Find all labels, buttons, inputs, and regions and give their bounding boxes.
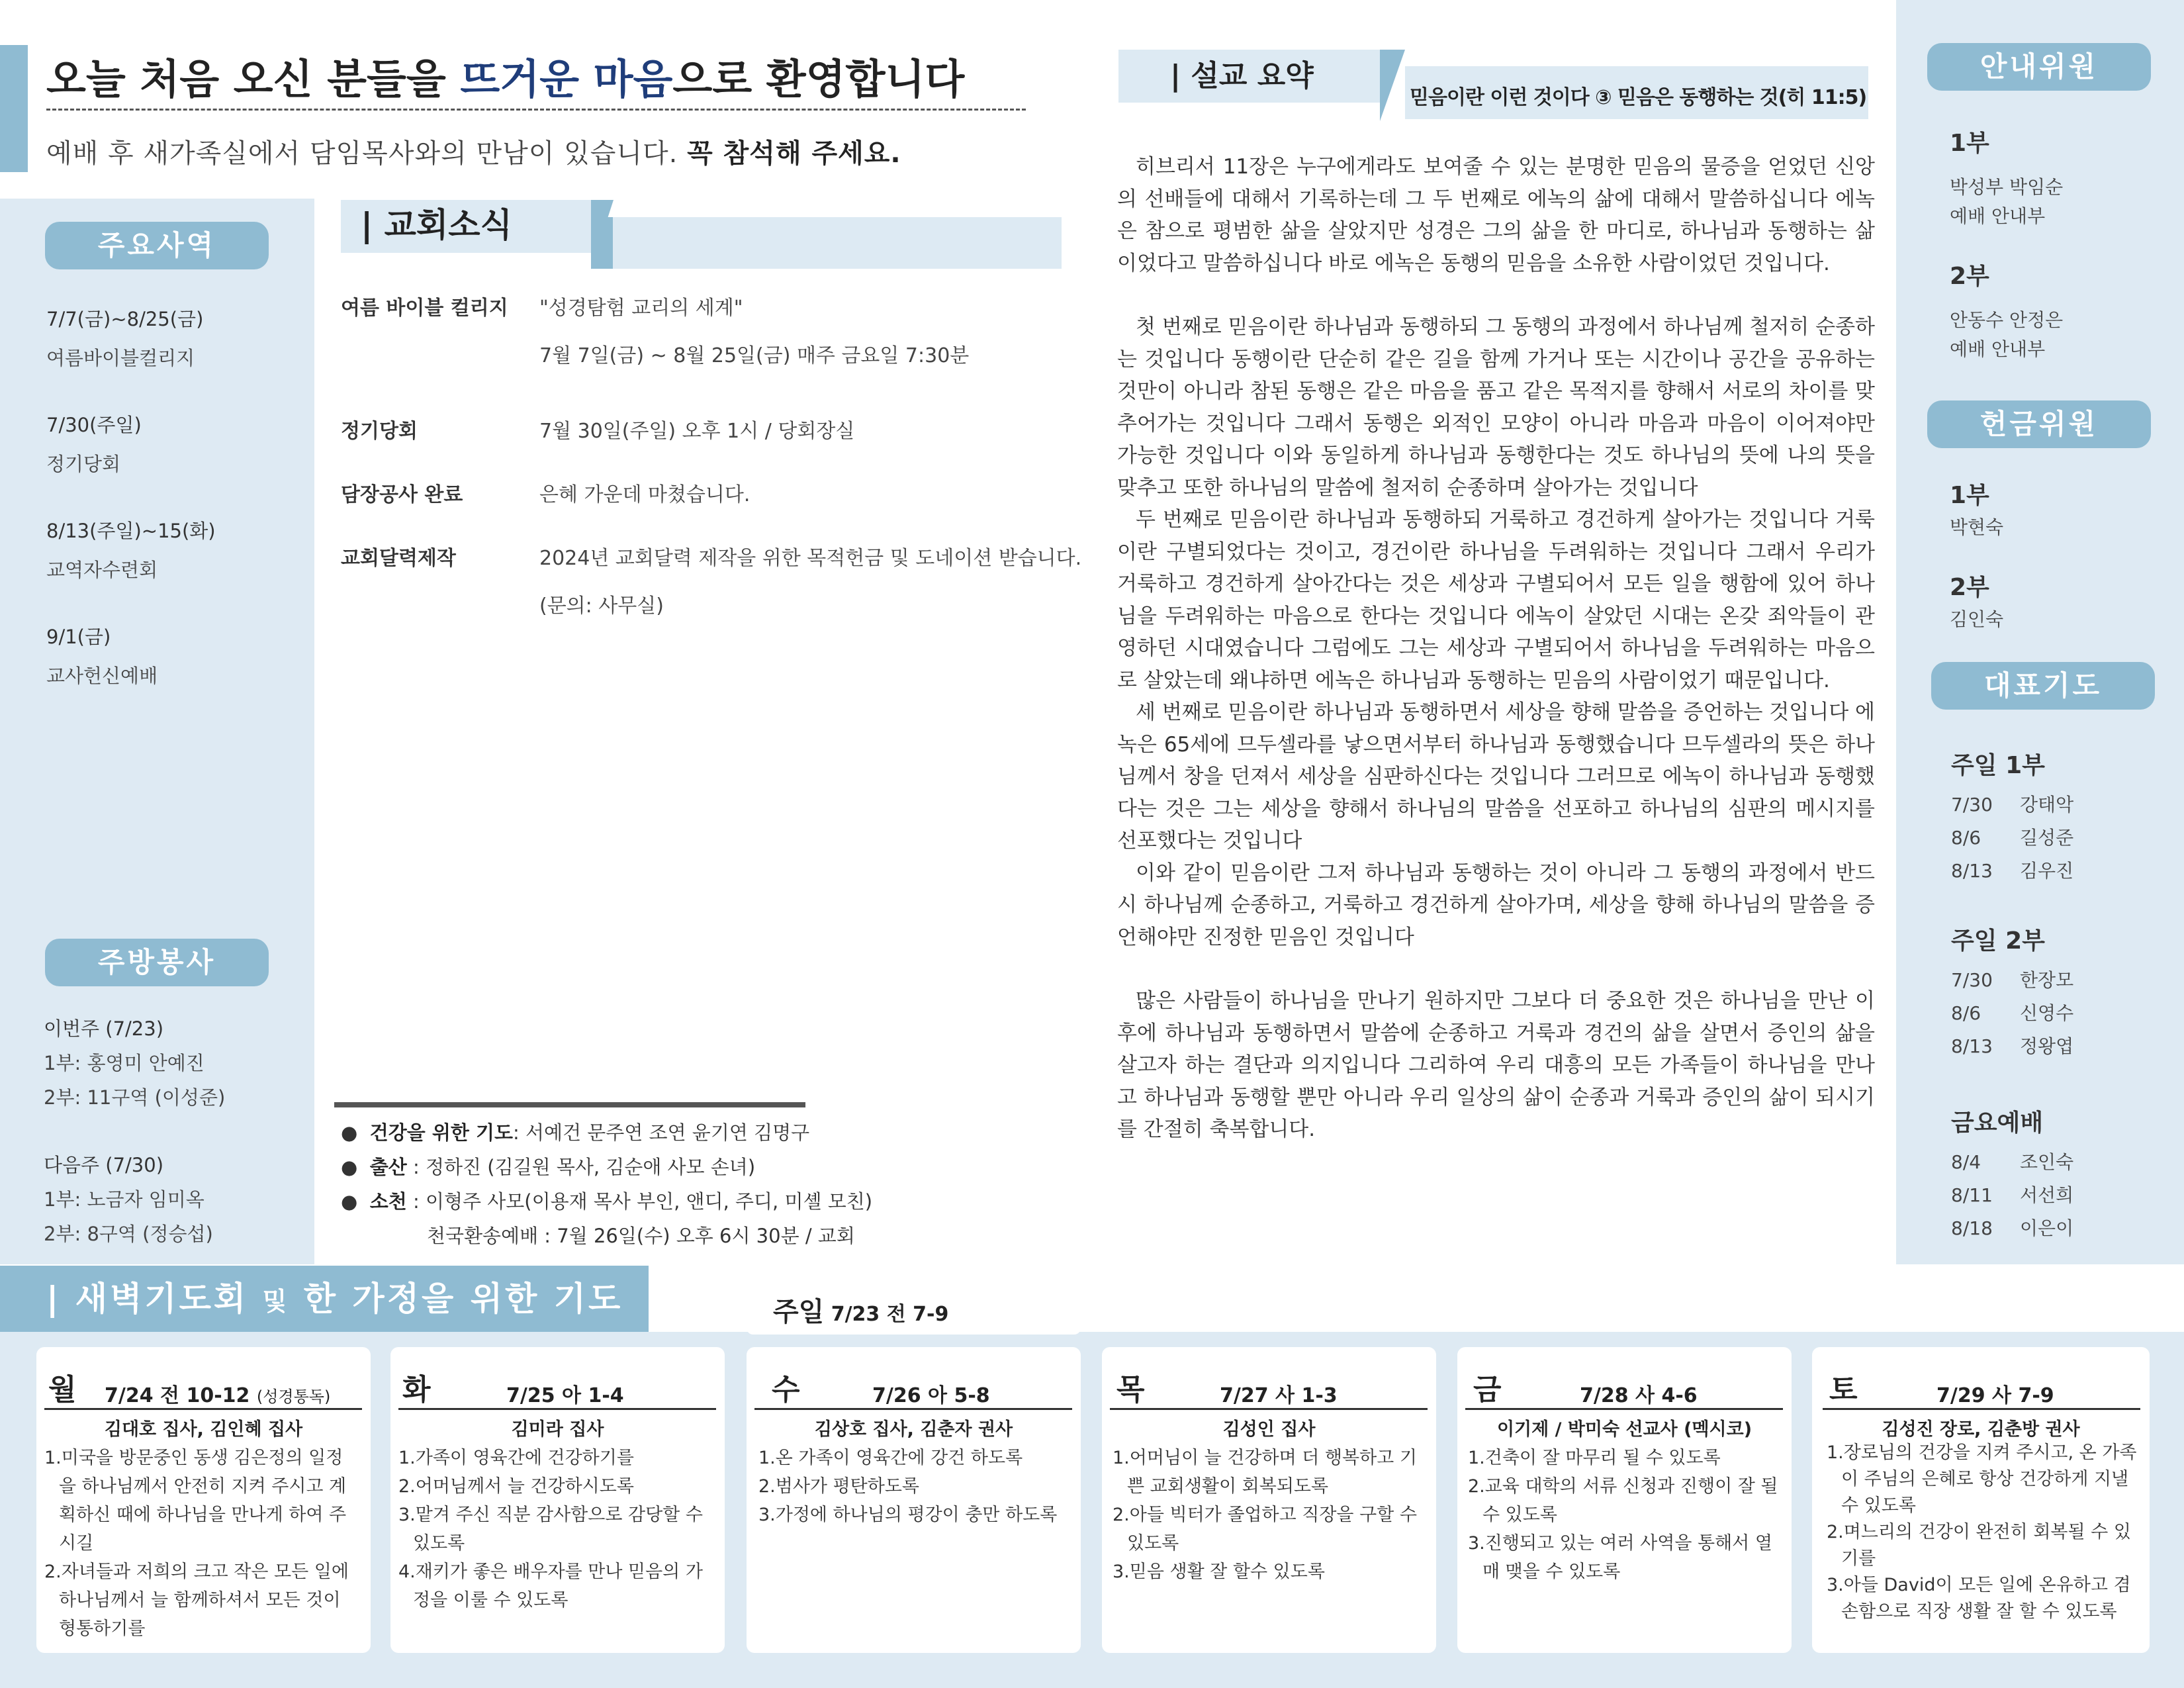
card-prayer-item: 2.교육 대학의 서류 신청과 진행이 잘 될 수 있도록 xyxy=(1468,1476,1778,1525)
sermon-paragraph: 히브리서 11장은 누구에게라도 보여줄 수 있는 분명한 믿음의 물증을 얻었던 신앙의 선배들에 대해서 기록하는데 그 두 번째로 에녹의 삶에 대해서 말씀하십니다 에녹은 참으로 평범한 삶을 살았지만 성경은 그의 삶을 한 마디로, 하나님과 동행하는 삶이었다고 말씀하십니다 바로 에녹은 동행의 믿음을 소유한 사람이었던 것입니다. xyxy=(1117,155,1875,275)
prayer-leader-row xyxy=(1951,997,2163,1030)
prayer-card-thu xyxy=(1102,1347,1436,1653)
bullet-text: : 서예건 문주연 조연 윤기연 김명구 xyxy=(513,1121,810,1144)
row-date: 8/18 xyxy=(1951,1217,1993,1239)
usher-line: 안동수 안정은 xyxy=(1950,309,2064,331)
prayer-leader-row xyxy=(1951,1030,2163,1063)
sermon-paragraph: 많은 사람들이 하나님을 만나기 원하지만 그보다 더 중요한 것은 하나님을 만난 이후에 하나님과 동행하면서 말씀에 순종하고 거룩과 경건의 삶을 살면서 증인의 삶을 살고자 하는 결단과 의지입니다 그리하여 우리 대흥의 모든 가족들이 하나님을 만나고 하나님과 동행할 뿐만 아니라 우리 일상의 삶이 순종과 거룩과 증인의 삶이 되시기를 간절히 축복합니다. xyxy=(1117,989,1875,1141)
card-prayer-item: 3.가정에 하나님의 평강이 충만 하도록 xyxy=(758,1505,1058,1525)
card-family-name: 김미라 집사 xyxy=(511,1419,604,1440)
event-item xyxy=(46,516,311,622)
card-prayer-item: 2.아들 빅터가 졸업하고 직장을 구할 수 있도록 xyxy=(1113,1505,1417,1554)
event-text: 교사헌신예배 xyxy=(46,665,158,687)
row-date: 8/6 xyxy=(1951,827,1981,849)
card-day: 금 xyxy=(1473,1373,1502,1407)
card-prayer-list xyxy=(1113,1444,1424,1586)
offering-line: 김인숙 xyxy=(1950,608,2004,630)
news-label: 교회달력제작 xyxy=(341,547,456,570)
welcome-subtitle xyxy=(46,132,901,170)
card-family-name: 이기제 / 박미숙 선교사 (멕시코) xyxy=(1496,1419,1752,1440)
prayer-leaders-header: 대표기도 xyxy=(1931,662,2155,710)
card-divider xyxy=(44,1408,362,1410)
news-bullet: ● 소천 : 이형주 사모(이용재 목사 부인, 앤디, 주디, 미셸 모친) xyxy=(341,1190,873,1213)
card-prayer-item: 1.가족이 영육간에 건강하기를 xyxy=(398,1448,634,1468)
card-prayer-list xyxy=(758,1444,1069,1529)
card-date xyxy=(1580,1379,1698,1408)
card-divider xyxy=(1110,1408,1428,1410)
card-prayer-item: 1.미국을 방문중인 동생 김은정의 일정을 하나님께서 안전히 지켜 주시고 계획하신 때에 하나님을 만나게 하여 주시길 xyxy=(44,1448,347,1554)
sermon-body xyxy=(1117,151,1875,1146)
card-divider xyxy=(1823,1408,2140,1410)
usher-group-name: 2부 xyxy=(1950,263,1989,290)
news-line: 7월 30일(주일) 오후 1시 / 당회장실 xyxy=(539,420,855,443)
welcome-title-part2: 으로 환영합니다 xyxy=(672,55,965,103)
event-date: 7/30(주일) xyxy=(46,414,142,436)
prayer-leader-group-name: 주일 2부 xyxy=(1951,927,2045,955)
card-prayer-item: 3.맡겨 주신 직분 감사함으로 감당할 수 있도록 xyxy=(398,1505,703,1554)
event-item xyxy=(46,410,311,516)
news-bullets-divider xyxy=(334,1102,805,1107)
card-day: 토 xyxy=(1829,1373,1858,1407)
card-prayer-item: 3.아들 David이 모든 일에 온유하고 겸손함으로 직장 생활 잘 할 수 있도록 xyxy=(1827,1575,2131,1622)
card-prayer-item: 1.건축이 잘 마무리 될 수 있도록 xyxy=(1468,1448,1721,1468)
row-name: 강태악 xyxy=(2020,794,2074,816)
news-line: (문의: 사무실) xyxy=(539,594,664,618)
event-item xyxy=(46,305,311,410)
card-prayer-item: 4.재키가 좋은 배우자를 만나 믿음의 가정을 이룰 수 있도록 xyxy=(398,1562,703,1611)
news-label: 담장공사 완료 xyxy=(341,483,463,506)
news-line: "성경탐험 교리의 세계" xyxy=(539,297,743,320)
prayer-title-b: 및 xyxy=(262,1287,290,1316)
welcome-title-highlight: 뜨거운 마음 xyxy=(460,55,673,103)
card-family-name: 김성인 집사 xyxy=(1222,1419,1316,1440)
card-prayer-item: 2.범사가 평탄하도록 xyxy=(758,1476,919,1497)
bullet-text: : 이형주 사모(이용재 목사 부인, 앤디, 주디, 미셸 모친) xyxy=(406,1190,873,1213)
card-prayer-item: 2.어머님께서 늘 건강하시도록 xyxy=(398,1476,634,1497)
row-date: 7/30 xyxy=(1951,969,1993,991)
welcome-title xyxy=(46,46,964,105)
card-date xyxy=(1220,1379,1338,1408)
kitchen-header: 주방봉사 xyxy=(45,939,269,986)
kitchen-this-week-2: 2부: 11구역 (이성준) xyxy=(44,1086,226,1109)
welcome-subtitle-text: 예배 후 새가족실에서 담임목사와의 만남이 있습니다. xyxy=(46,138,688,169)
row-name: 조인숙 xyxy=(2020,1151,2074,1173)
kitchen-next-week-2: 2부: 8구역 (정승섭) xyxy=(44,1223,213,1245)
card-family-name: 김대호 집사, 김인혜 집사 xyxy=(104,1419,303,1440)
row-date: 7/30 xyxy=(1951,794,1993,816)
card-date xyxy=(1936,1379,2054,1408)
card-prayer-list xyxy=(398,1444,709,1615)
news-bullet-extra: 천국환송예배 : 7월 26일(수) 오후 6시 30분 / 교회 xyxy=(427,1225,855,1247)
row-date: 8/13 xyxy=(1951,860,1993,882)
usher-line: 박성부 박임순 xyxy=(1950,176,2064,198)
prayer-leader-group-name: 금요예배 xyxy=(1951,1109,2044,1137)
card-date xyxy=(105,1379,330,1408)
header-accent-bar xyxy=(0,45,28,172)
sermon-header-tab-edge xyxy=(1380,50,1405,121)
sermon-title: | 설교 요약 xyxy=(1170,59,1314,93)
sunday-reading-ref: 7/23 전 7-9 xyxy=(824,1303,949,1326)
prayer-leader-row xyxy=(1951,1212,2163,1245)
sermon-paragraph: 세 번째로 믿음이란 하나님과 동행하면서 세상을 향해 말씀을 증언하는 것입니다 에녹은 65세에 므두셀라를 낳으면서부터 하나님과 동행했습니다 므두셀라의 뜻은 하나님께서 창을 던져서 세상을 심판하신다는 것입니다 그러므로 에녹이 하나님과 동행했다는 것은 그는 세상을 향해서 하나님의 말씀을 선포하고 하나님의 심판의 메시지를 선포했다는 것입니다 xyxy=(1117,700,1875,853)
card-date xyxy=(506,1379,624,1408)
sermon-subtitle: 믿음이란 이런 것이다 ③ 믿음은 동행하는 것(히 11:5) xyxy=(1410,86,1867,109)
card-prayer-item: 2.며느리의 건강이 완전히 회복될 수 있기를 xyxy=(1827,1522,2131,1569)
row-date: 8/6 xyxy=(1951,1002,1981,1024)
event-text: 정기당회 xyxy=(46,453,121,475)
kitchen-list xyxy=(44,1011,308,1251)
welcome-title-part1: 오늘 처음 오신 분들을 xyxy=(46,55,461,103)
kitchen-next-week-label: 다음주 (7/30) xyxy=(44,1154,164,1176)
card-day: 수 xyxy=(772,1373,800,1407)
card-date-note: (성경통독) xyxy=(256,1387,331,1406)
card-date-text: 7/24 전 10-12 xyxy=(105,1384,250,1407)
kitchen-this-week-label: 이번주 (7/23) xyxy=(44,1017,164,1040)
card-prayer-item: 2.자녀들과 저희의 크고 작은 모든 일에 하나님께서 늘 함께하셔서 모든 것이 형통하기를 xyxy=(44,1562,349,1639)
card-family-name: 김성진 장로, 김춘방 권사 xyxy=(1882,1419,2080,1440)
prayer-leader-row xyxy=(1951,1179,2163,1212)
sunday-reading xyxy=(773,1291,948,1329)
card-day: 목 xyxy=(1116,1373,1145,1407)
card-prayer-list xyxy=(1827,1440,2138,1625)
card-day: 화 xyxy=(402,1373,431,1407)
card-date-text: 7/28 사 4-6 xyxy=(1580,1384,1698,1407)
card-divider xyxy=(1465,1408,1783,1410)
prayer-leader-group-name: 주일 1부 xyxy=(1951,752,2045,779)
card-divider xyxy=(754,1408,1072,1410)
prayer-card-wed xyxy=(747,1347,1081,1653)
events-list xyxy=(46,305,311,728)
event-date: 7/7(금)~8/25(금) xyxy=(46,308,204,330)
sermon-paragraph: 첫 번째로 믿음이란 하나님과 동행하되 그 동행의 과정에서 하나님께 철저히 순종하는 것입니다 동행이란 단순히 같은 길을 함께 가거나 또는 시간이나 공간을 공유하는 것만이 아니라 참된 동행은 같은 마음을 품고 같은 목적지를 향해서 서로의 차이를 맞추어가는 것입니다 그래서 동행은 외적인 모양이 아니라 마음과 마음이 이어져야만 가능한 것입니다 이와 동일하게 하나님과 동행한다는 것도 하나님의 뜻에 나의 뜻을 맞추고 또한 하나님의 말씀에 철저히 순종하며 살아가는 것입니다 xyxy=(1117,315,1875,500)
offering-header: 헌금위원 xyxy=(1927,400,2151,448)
card-date-text: 7/29 사 7-9 xyxy=(1936,1384,2054,1407)
sermon-paragraph: 두 번째로 믿음이란 하나님과 동행하되 거룩하고 경건하게 살아가는 것입니다 거룩이란 구별되었다는 것이고, 경건이란 하나님을 두려워하는 것입니다 그래서 우리가 거룩하고 경건하게 살아간다는 것은 세상과 구별되어서 모든 일을 행함에 있어 하나님을 두려워하는 마음으로 한다는 것입니다 에녹이 살았던 시대는 온갖 죄악들이 관영하던 시대였습니다 그럼에도 그는 세상과 구별되어서 하나님을 두려워하는 마음으로 살았는데 왜냐하면 에녹은 하나님과 동행하는 믿음의 사람이었기 때문입니다. xyxy=(1117,508,1875,692)
prayer-section-title xyxy=(46,1272,623,1320)
prayer-card-tue xyxy=(390,1347,725,1653)
card-prayer-item: 1.온 가족이 영육간에 강건 하도록 xyxy=(758,1448,1023,1468)
kitchen-next-week-1: 1부: 노금자 임미옥 xyxy=(44,1188,205,1211)
welcome-subtitle-bold: 꼭 참석해 주세요. xyxy=(687,138,901,169)
usher-group-name: 1부 xyxy=(1950,130,1989,157)
prayer-title-c: 한 가정을 위한 기도 xyxy=(289,1280,623,1318)
offering-group-name: 1부 xyxy=(1950,482,1989,509)
event-text: 여름바이블컬리지 xyxy=(46,347,195,369)
row-name: 한장모 xyxy=(2020,969,2074,991)
prayer-title-a: | 새벽기도회 xyxy=(46,1280,263,1318)
prayer-leaders-list xyxy=(1951,747,2163,1245)
prayer-card-mon xyxy=(36,1347,371,1653)
sermon-paragraph: 이와 같이 믿음이란 그저 하나님과 동행하는 것이 아니라 그 동행의 과정에서 반드시 하나님께 순종하고, 거룩하고 경건하게 살아가며, 세상을 향해 하나님의 말씀을 증언해야만 진정한 믿음인 것입니다 xyxy=(1117,861,1875,949)
news-line: 7월 7일(금) ~ 8월 25일(금) 매주 금요일 7:30분 xyxy=(539,344,970,367)
news-bullet: ● 건강을 위한 기도: 서예건 문주연 조연 윤기연 김명구 xyxy=(341,1121,810,1144)
sunday-reading-day: 주일 xyxy=(773,1297,825,1327)
bullet-text: : 정하진 (김길원 목사, 김순애 사모 손녀) xyxy=(406,1156,756,1178)
bullet-label: 건강을 위한 기도 xyxy=(369,1121,514,1144)
kitchen-this-week-1: 1부: 홍영미 안예진 xyxy=(44,1052,205,1074)
card-day: 월 xyxy=(48,1373,77,1407)
card-divider xyxy=(398,1408,716,1410)
card-date-text: 7/26 아 5-8 xyxy=(872,1384,990,1407)
card-prayer-item: 3.믿음 생활 잘 할수 있도록 xyxy=(1113,1562,1325,1582)
row-name: 신영수 xyxy=(2020,1002,2074,1024)
row-date: 8/13 xyxy=(1951,1035,1993,1057)
prayer-leader-row xyxy=(1951,855,2163,888)
news-label: 여름 바이블 컬리지 xyxy=(341,297,508,320)
news-bullet: ● 출산 : 정하진 (김길원 목사, 김순애 사모 손녀) xyxy=(341,1156,756,1178)
event-date: 8/13(주일)~15(화) xyxy=(46,520,216,542)
news-line: 은혜 가운데 마쳤습니다. xyxy=(539,483,751,506)
news-header-tab-strip xyxy=(613,217,1062,269)
row-name: 길성준 xyxy=(2020,827,2074,849)
prayer-leader-row xyxy=(1951,821,2163,855)
prayer-leader-row xyxy=(1951,1146,2163,1179)
row-name: 이은이 xyxy=(2020,1217,2074,1239)
card-prayer-list xyxy=(44,1444,355,1643)
card-prayer-list xyxy=(1468,1444,1779,1586)
news-line: 2024년 교회달력 제작을 위한 목적헌금 및 도네이션 받습니다. xyxy=(539,547,1082,570)
prayer-card-fri xyxy=(1457,1347,1792,1653)
row-name: 정왕엽 xyxy=(2020,1035,2074,1057)
events-header: 주요사역 xyxy=(45,222,269,269)
row-name: 서선희 xyxy=(2020,1184,2074,1206)
news-header-tab-edge xyxy=(591,217,613,269)
card-prayer-item: 1.어머님이 늘 건강하며 더 행복하고 기쁜 교회생활이 회복되도록 xyxy=(1113,1448,1417,1497)
news-bullets xyxy=(341,1115,1102,1253)
offering-group-name: 2부 xyxy=(1950,574,1989,601)
card-family-name: 김상호 집사, 김춘자 권사 xyxy=(814,1419,1013,1440)
event-item xyxy=(46,622,311,728)
ushers-header: 안내위원 xyxy=(1927,43,2151,91)
news-title: | 교회소식 xyxy=(361,206,512,244)
welcome-divider xyxy=(46,109,1026,111)
bullet-label: 출산 xyxy=(369,1156,407,1178)
offering-line: 박현숙 xyxy=(1950,516,2004,538)
card-prayer-item: 1.장로님의 건강을 지켜 주시고, 온 가족이 주님의 은혜로 항상 건강하게 지낼 수 있도록 xyxy=(1827,1442,2137,1516)
prayer-leader-row xyxy=(1951,788,2163,821)
row-date: 8/11 xyxy=(1951,1184,1993,1206)
usher-line: 예배 안내부 xyxy=(1950,205,2046,227)
offering-list xyxy=(1950,477,2161,634)
event-text: 교역자수련회 xyxy=(46,559,158,581)
card-prayer-item: 3.진행되고 있는 여러 사역을 통해서 열매 맺을 수 있도록 xyxy=(1468,1533,1772,1582)
usher-line: 예배 안내부 xyxy=(1950,338,2046,360)
event-date: 9/1(금) xyxy=(46,626,111,648)
news-label: 정기당회 xyxy=(341,420,418,443)
card-date-text: 7/27 사 1-3 xyxy=(1220,1384,1338,1407)
row-name: 김우진 xyxy=(2020,860,2074,882)
card-date-text: 7/25 아 1-4 xyxy=(506,1384,624,1407)
ushers-list xyxy=(1950,124,2161,364)
prayer-card-sat xyxy=(1812,1347,2150,1653)
row-date: 8/4 xyxy=(1951,1151,1981,1173)
prayer-leader-row xyxy=(1951,964,2163,997)
card-date xyxy=(872,1379,990,1408)
bullet-label: 소천 xyxy=(369,1190,407,1213)
